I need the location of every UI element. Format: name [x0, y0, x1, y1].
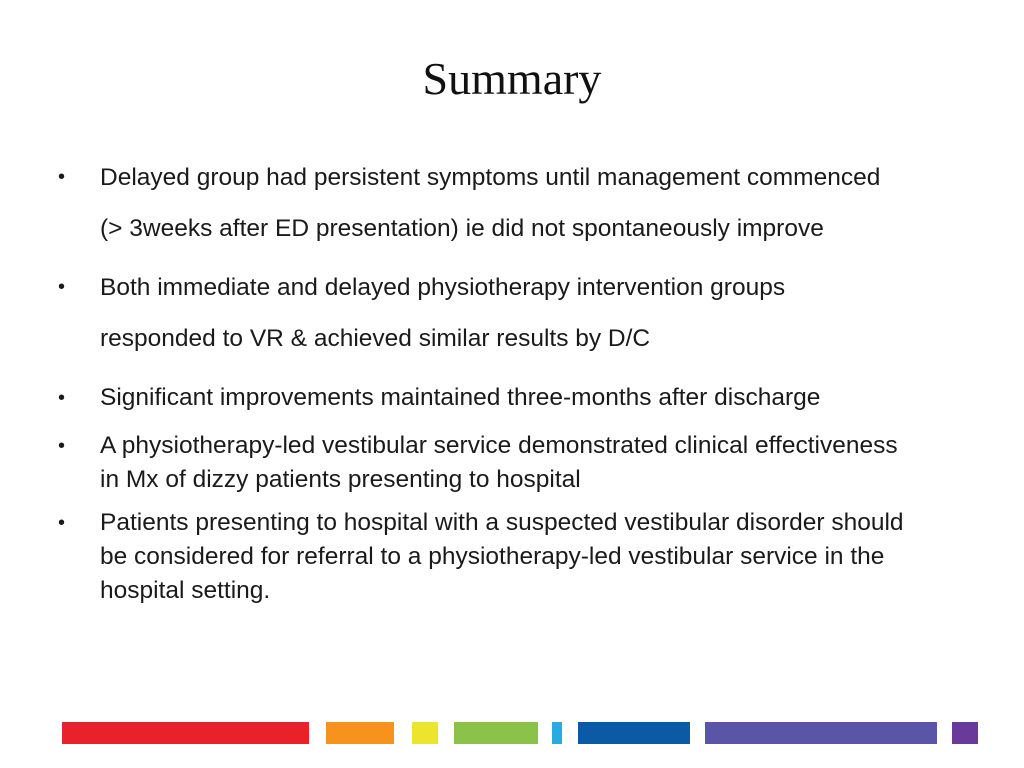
bullet-item-2: [58, 262, 978, 364]
footer-color-bar-orange: [326, 722, 394, 744]
bullet-2-line-1: Both immediate and delayed physiotherapy intervention groups: [100, 274, 786, 301]
bullet-5-line-1: Patients presenting to hospital with a suspected vestibular disorder should: [100, 509, 904, 536]
bullet-3-line-1: Significant improvements maintained three-months after discharge: [100, 384, 821, 411]
footer-color-bar-cyan: [552, 722, 562, 744]
bullet-item-1: [58, 152, 978, 254]
bullet-4-line-2: in Mx of dizzy patients presenting to hospital: [100, 466, 581, 493]
bullet-icon: •: [58, 276, 66, 298]
bullet-icon: •: [58, 435, 66, 457]
bullet-item-5: [58, 506, 978, 608]
bullet-1-line-1: Delayed group had persistent symptoms until management commenced: [100, 164, 881, 191]
bullet-icon: •: [58, 512, 66, 534]
footer-color-bar-yellow: [412, 722, 438, 744]
slide-title: Summary: [422, 53, 602, 104]
footer-color-bar-indigo: [705, 722, 937, 744]
bullet-icon: •: [58, 387, 66, 409]
footer-color-bar-blue: [578, 722, 690, 744]
footer-color-bar-red: [62, 722, 309, 744]
bullet-item-4: [58, 429, 978, 497]
bullet-5-line-3: hospital setting.: [100, 577, 271, 604]
bullet-4-line-1: A physiotherapy-led vestibular service demonstrated clinical effectiveness: [100, 432, 898, 459]
bullet-1-line-2: (> 3weeks after ED presentation) ie did not spontaneously improve: [100, 215, 824, 242]
footer-color-bar-green: [454, 722, 538, 744]
bullet-2-line-2: responded to VR & achieved similar results by D/C: [100, 325, 651, 352]
bullet-item-3: [58, 381, 978, 415]
footer-color-bar-purple: [952, 722, 978, 744]
bullet-5-line-2: be considered for referral to a physiotherapy-led vestibular service in the: [100, 543, 885, 570]
bullet-icon: •: [58, 166, 66, 188]
